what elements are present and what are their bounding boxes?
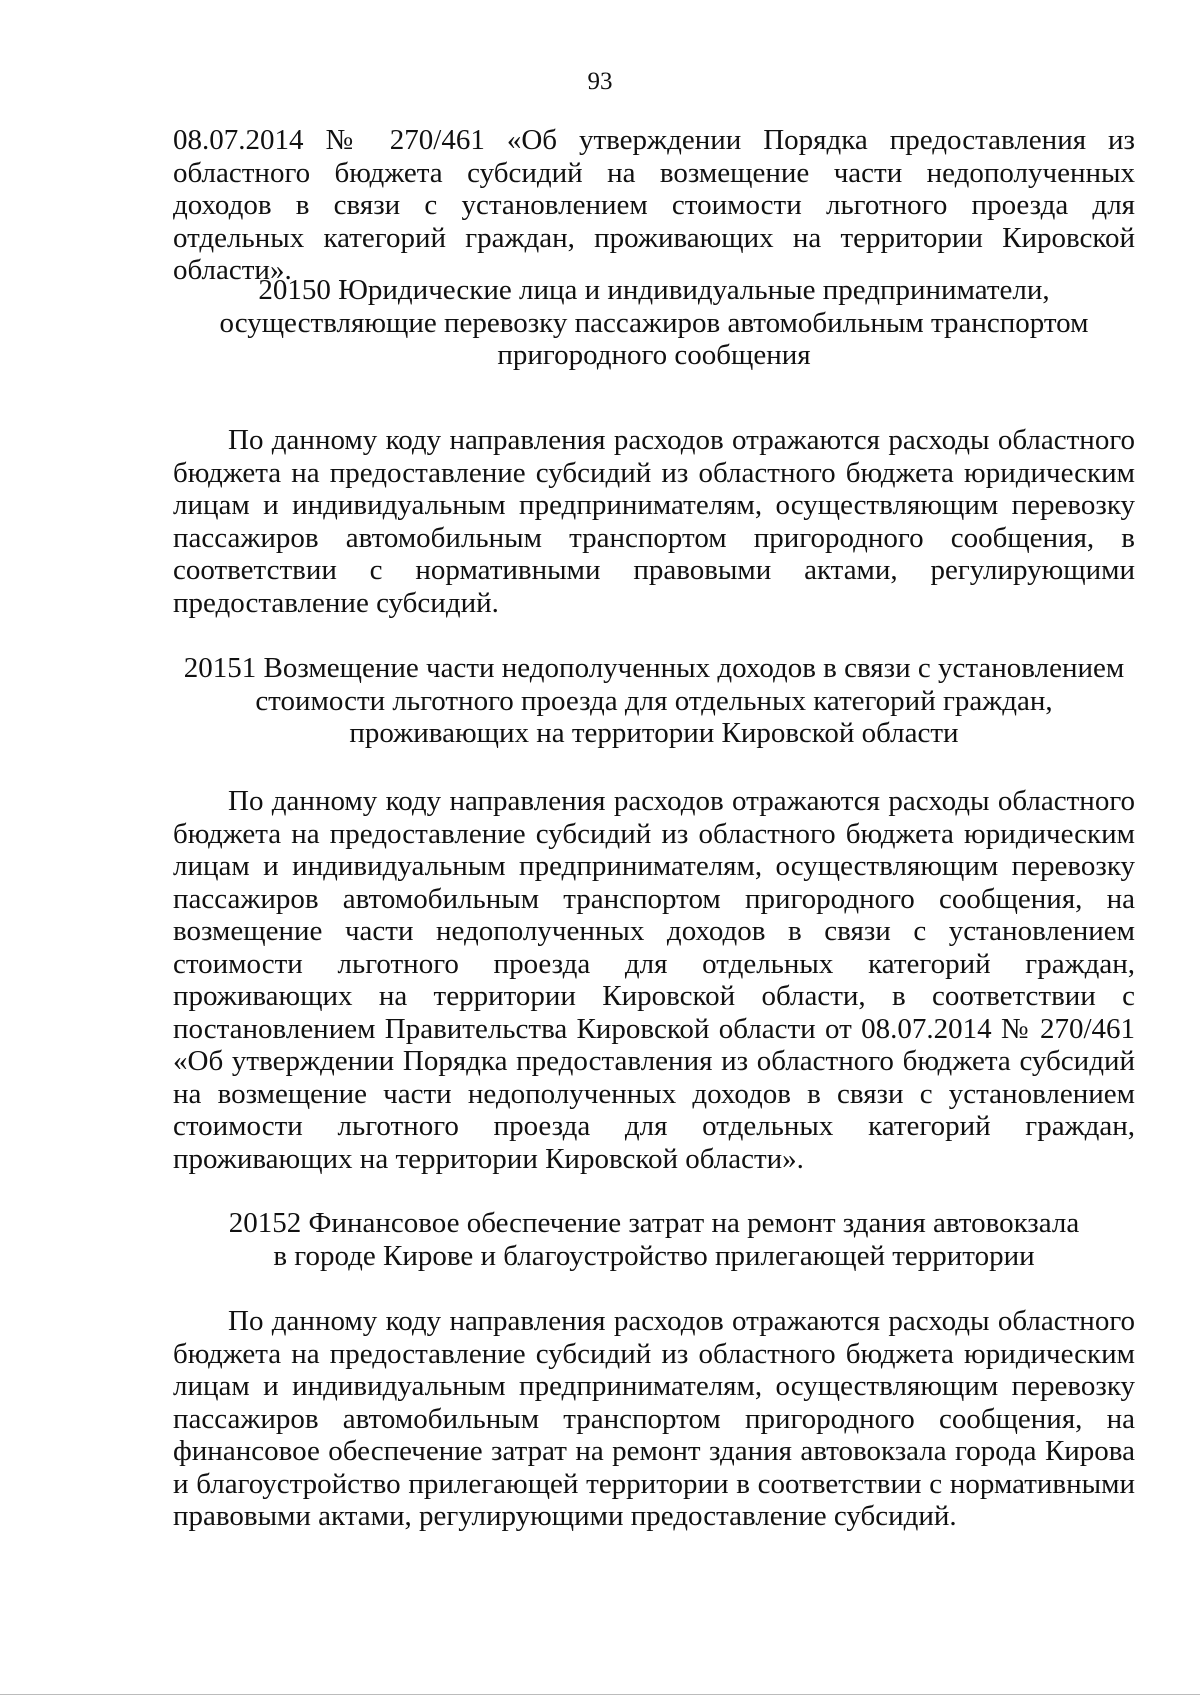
heading-line: 20151 Возмещение части недополученных доходов в связи с установлением (183, 652, 1125, 684)
page-number: 93 (587, 68, 613, 95)
scan-bottom-edge (0, 1694, 1200, 1695)
heading-line: пригородного сообщения (497, 339, 811, 371)
heading-line: 20150 Юридические лица и индивидуальные предприниматели, (258, 274, 1050, 306)
section-20152-heading (173, 1207, 1135, 1272)
heading-line: стоимости льготного проезда для отдельных категорий граждан, (255, 684, 1053, 717)
heading-line: в городе Кирове и благоустройство прилегающей территории (273, 1239, 1035, 1272)
heading-line: 20152 Финансовое обеспечение затрат на ремонт здания автовокзала (228, 1207, 1080, 1239)
section-20151-body: По данному коду направления расходов отражаются расходы областного бюджета на предоставление субсидий из областного бюджета юридическим лицам и индивидуальным предпринимателям, осуществляющим перевозку пассажиров автомобильным транспортом пригородного сообщения, на возмещение части недополученных доходов в связи с установлением стоимости льготного проезда для отдельных категорий граждан, проживающих на территории Кировской области, в соответствии с постановлением Правительства Кировской области от 08.07.2014 № 270/461 «Об утверждении Порядка предоставления из областного бюджета субсидий на возмещение части недополученных доходов в связи с установлением стоимости льготного проезда для отдельных категорий граждан, проживающих на территории Кировской области». (173, 785, 1135, 1175)
section-20152-body: По данному коду направления расходов отражаются расходы областного бюджета на предоставление субсидий из областного бюджета юридическим лицам и индивидуальным предпринимателям, осуществляющим перевозку пассажиров автомобильным транспортом пригородного сообщения, на финансовое обеспечение затрат на ремонт здания автовокзала города Кирова и благоустройство прилегающей территории в соответствии с нормативными правовыми актами, регулирующими предоставление субсидий. (173, 1305, 1135, 1532)
heading-line: осуществляющие перевозку пассажиров автомобильным транспортом (219, 306, 1089, 339)
heading-line: проживающих на территории Кировской области (349, 717, 959, 749)
section-20150-heading (173, 274, 1135, 372)
section-20151-heading (173, 652, 1135, 750)
intro-paragraph: 08.07.2014 № 270/461 «Об утверждении Порядка предоставления из областного бюджета субсидий на возмещение части недополученных доходов в связи с установлением стоимости льготного проезда для отдельных категорий граждан, проживающих на территории Кировской области». (173, 124, 1135, 286)
section-20150-body: По данному коду направления расходов отражаются расходы областного бюджета на предоставление субсидий из областного бюджета юридическим лицам и индивидуальным предпринимателям, осуществляющим перевозку пассажиров автомобильным транспортом пригородного сообщения, в соответствии с нормативными правовыми актами, регулирующими предоставление субсидий. (173, 424, 1135, 619)
